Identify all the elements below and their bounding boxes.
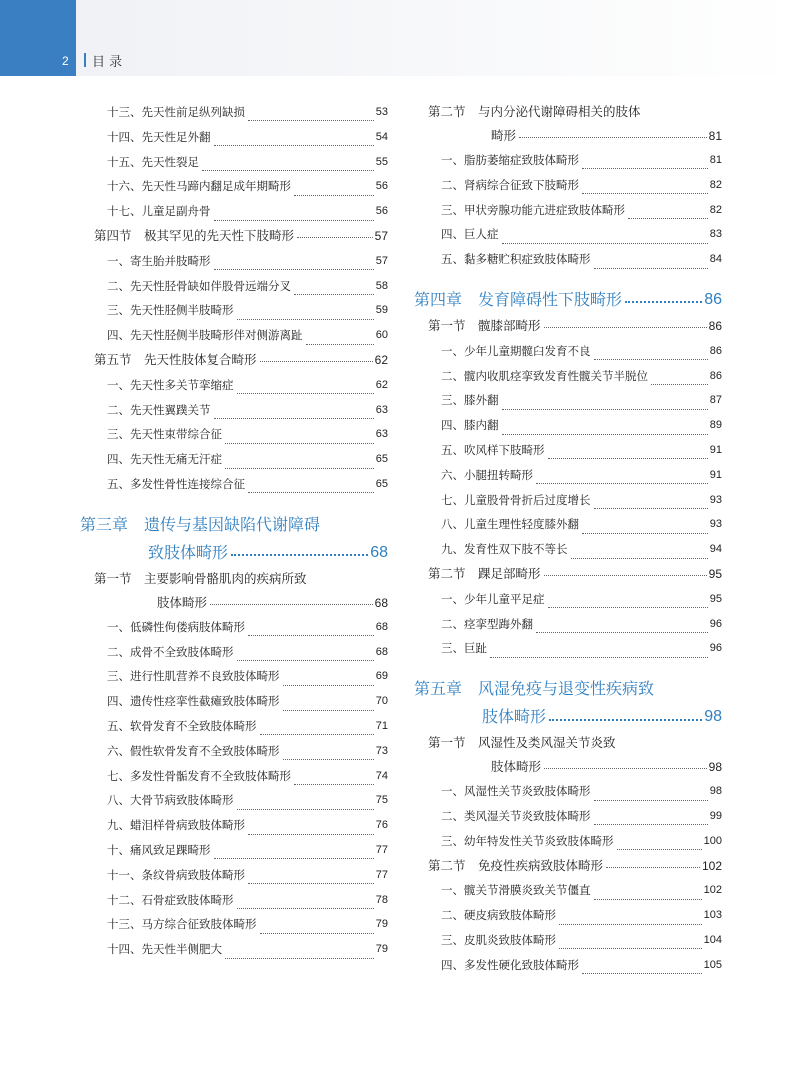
entry-label: 一、低磷性佝偻病肢体畸形 xyxy=(107,619,245,634)
entry-label: 十三、马方综合征致肢体畸形 xyxy=(107,917,257,932)
leader-dots xyxy=(582,533,708,534)
toc-section-continuation[interactable] xyxy=(80,591,388,615)
section-page: 57 xyxy=(374,228,388,243)
entry-page: 62 xyxy=(375,378,388,391)
leader-dots xyxy=(225,958,374,959)
toc-entry[interactable] xyxy=(414,928,722,953)
entry-page: 69 xyxy=(375,670,388,683)
chapter-label: 第三章 遗传与基因缺陷代谢障碍 xyxy=(80,514,321,534)
page-number: 2 xyxy=(62,54,69,68)
leader-dots xyxy=(237,393,374,394)
toc-section[interactable] xyxy=(414,562,722,587)
toc-entry[interactable] xyxy=(80,472,388,497)
entry-label: 二、先天性翼蹼关节 xyxy=(107,402,211,417)
toc-left-column xyxy=(80,100,388,962)
toc-section-title[interactable] xyxy=(414,731,722,755)
entry-page: 57 xyxy=(375,254,388,267)
toc-entry[interactable] xyxy=(414,413,722,438)
toc-entry[interactable] xyxy=(414,364,722,389)
section-page: 68 xyxy=(374,595,388,610)
leader-dots xyxy=(594,899,702,900)
toc-entry[interactable] xyxy=(80,373,388,398)
leader-dots xyxy=(294,784,374,785)
leader-dots xyxy=(536,632,708,633)
entry-page: 95 xyxy=(709,592,722,605)
section-label: 第二节 踝足部畸形 xyxy=(428,565,541,581)
toc-entry[interactable] xyxy=(80,422,388,447)
entry-page: 87 xyxy=(709,394,722,407)
entry-page: 54 xyxy=(375,130,388,143)
entry-page: 91 xyxy=(709,443,722,456)
leader-dots xyxy=(651,384,708,385)
toc-entry[interactable] xyxy=(80,813,388,838)
entry-label: 三、进行性肌营养不良致肢体畸形 xyxy=(107,669,280,684)
section-page: 95 xyxy=(708,566,722,581)
leader-dots xyxy=(559,924,702,925)
entry-page: 105 xyxy=(703,958,722,971)
leader-dots xyxy=(231,554,368,556)
toc-entry[interactable] xyxy=(80,937,388,962)
toc-entry[interactable] xyxy=(414,148,722,173)
chapter-page: 68 xyxy=(370,543,388,561)
toc-chapter-title[interactable] xyxy=(80,511,388,539)
leader-dots xyxy=(237,319,374,320)
toc-entry[interactable] xyxy=(80,764,388,789)
entry-label: 十六、先天性马蹄内翻足成年期畸形 xyxy=(107,179,291,194)
entry-page: 56 xyxy=(375,205,388,218)
toc-entry[interactable] xyxy=(80,100,388,125)
entry-label: 十五、先天性裂足 xyxy=(107,154,199,169)
entry-page: 68 xyxy=(375,645,388,658)
entry-label: 十、痛风致足踝畸形 xyxy=(107,842,211,857)
entry-page: 79 xyxy=(375,943,388,956)
leader-dots xyxy=(248,120,374,121)
toc-entry[interactable] xyxy=(80,912,388,937)
entry-page: 86 xyxy=(709,344,722,357)
entry-page: 100 xyxy=(703,834,722,847)
entry-page: 73 xyxy=(375,744,388,757)
entry-label: 一、少年儿童期髋臼发育不良 xyxy=(441,343,591,358)
entry-label: 四、膝内翻 xyxy=(441,418,499,433)
toc-entry[interactable] xyxy=(414,804,722,829)
entry-page: 71 xyxy=(375,719,388,732)
entry-label: 三、幼年特发性关节炎致肢体畸形 xyxy=(441,833,614,848)
toc-entry[interactable] xyxy=(414,636,722,661)
chapter-label-cont: 肢体畸形 xyxy=(482,707,547,727)
leader-dots xyxy=(294,195,374,196)
entry-label: 二、硬皮病致肢体畸形 xyxy=(441,908,556,923)
entry-page: 74 xyxy=(375,769,388,782)
entry-label: 九、蜡泪样骨病致肢体畸形 xyxy=(107,818,245,833)
toc-chapter-title[interactable] xyxy=(414,675,722,703)
entry-page: 82 xyxy=(709,178,722,191)
entry-page: 75 xyxy=(375,794,388,807)
entry-label: 九、发育性双下肢不等长 xyxy=(441,542,568,557)
leader-dots xyxy=(594,268,708,269)
entry-label: 二、类风湿关节炎致肢体畸形 xyxy=(441,808,591,823)
leader-dots xyxy=(283,759,374,760)
entry-page: 86 xyxy=(709,369,722,382)
toc-entry[interactable] xyxy=(414,339,722,364)
toc-entry[interactable] xyxy=(414,438,722,463)
toc-section-title[interactable] xyxy=(414,100,722,124)
chapter-label-cont: 致肢体畸形 xyxy=(148,542,229,562)
entry-label: 十二、石骨症致肢体畸形 xyxy=(107,892,234,907)
leader-dots xyxy=(559,948,702,949)
toc-entry[interactable] xyxy=(414,247,722,272)
leader-dots xyxy=(214,418,374,419)
toc-entry[interactable] xyxy=(80,298,388,323)
entry-label: 一、风湿性关节炎致肢体畸形 xyxy=(441,784,591,799)
entry-page: 81 xyxy=(709,154,722,166)
toc-section[interactable] xyxy=(414,314,722,339)
entry-page: 77 xyxy=(375,843,388,856)
toc-entry[interactable] xyxy=(80,689,388,714)
leader-dots xyxy=(594,824,708,825)
toc-entry[interactable] xyxy=(80,274,388,299)
entry-page: 65 xyxy=(375,477,388,490)
leader-dots xyxy=(490,657,708,658)
leader-dots xyxy=(237,660,374,661)
leader-dots xyxy=(283,710,374,711)
entry-label: 七、儿童股骨骨折后过度增长 xyxy=(441,492,591,507)
section-label: 第一节 风湿性及类风湿关节炎致 xyxy=(428,735,616,751)
entry-page: 89 xyxy=(709,419,722,432)
entry-page: 65 xyxy=(375,453,388,466)
section-label: 第二节 与内分泌代谢障碍相关的肢体 xyxy=(428,104,641,119)
leader-dots xyxy=(519,137,707,138)
entry-label: 五、吹风样下肢畸形 xyxy=(441,442,545,457)
leader-dots xyxy=(248,883,374,884)
chapter-page: 86 xyxy=(704,290,722,308)
toc-chapter-continuation[interactable] xyxy=(80,539,388,567)
leader-dots xyxy=(606,867,700,868)
section-label-cont: 畸形 xyxy=(491,128,517,143)
leader-dots xyxy=(617,849,702,850)
leader-dots xyxy=(214,858,374,859)
toc-entry[interactable] xyxy=(414,198,722,223)
toc-entry[interactable] xyxy=(414,537,722,562)
entry-page: 63 xyxy=(375,403,388,416)
leader-dots xyxy=(248,492,374,493)
entry-page: 104 xyxy=(703,933,722,946)
toc-entry[interactable] xyxy=(80,664,388,689)
entry-label: 七、多发性骨骺发育不全致肢体畸形 xyxy=(107,768,291,783)
toc-right-column xyxy=(414,100,722,978)
entry-page: 55 xyxy=(375,155,388,168)
entry-page: 93 xyxy=(709,493,722,506)
entry-page: 60 xyxy=(375,329,388,342)
entry-label: 二、肾病综合征致下肢畸形 xyxy=(441,177,579,192)
entry-label: 十一、条纹骨病致肢体畸形 xyxy=(107,867,245,882)
entry-page: 102 xyxy=(703,884,722,897)
leader-dots xyxy=(260,734,374,735)
leader-dots xyxy=(297,237,373,238)
entry-page: 58 xyxy=(375,279,388,292)
toc-entry[interactable] xyxy=(80,640,388,665)
leader-dots xyxy=(549,719,702,721)
entry-page: 93 xyxy=(709,518,722,531)
entry-page: 82 xyxy=(709,203,722,216)
leader-dots xyxy=(594,359,708,360)
toc-entry[interactable] xyxy=(414,953,722,978)
leader-dots xyxy=(210,604,373,605)
toc-entry[interactable] xyxy=(80,174,388,199)
page-header xyxy=(0,0,800,76)
toc-entry[interactable] xyxy=(414,587,722,612)
leader-dots xyxy=(225,443,374,444)
entry-page: 99 xyxy=(709,809,722,822)
entry-label: 六、假性软骨发育不全致肢体畸形 xyxy=(107,743,280,758)
section-page: 102 xyxy=(701,858,722,873)
entry-label: 四、先天性无痛无汗症 xyxy=(107,452,222,467)
toc-entry[interactable] xyxy=(414,222,722,247)
leader-dots xyxy=(548,607,708,608)
chapter-label: 第五章 风湿免疫与退变性疾病致 xyxy=(414,679,655,699)
toc-entry[interactable] xyxy=(80,788,388,813)
entry-label: 十四、先天性半侧肥大 xyxy=(107,942,222,957)
entry-page: 83 xyxy=(709,228,722,241)
leader-dots xyxy=(294,294,374,295)
toc-entry[interactable] xyxy=(80,150,388,175)
toc-section[interactable] xyxy=(80,224,388,249)
toc-entry[interactable] xyxy=(414,463,722,488)
entry-label: 六、小腿扭转畸形 xyxy=(441,467,533,482)
toc-entry[interactable] xyxy=(414,512,722,537)
leader-dots xyxy=(548,458,708,459)
toc-chapter-continuation[interactable] xyxy=(414,703,722,731)
toc-section-title[interactable] xyxy=(80,567,388,591)
header-divider xyxy=(84,53,86,67)
entry-label: 五、黏多糖贮积症致肢体畸形 xyxy=(441,252,591,267)
entry-label: 三、巨趾 xyxy=(441,641,487,656)
leader-dots xyxy=(306,344,374,345)
entry-page: 76 xyxy=(375,819,388,832)
toc-entry[interactable] xyxy=(414,829,722,854)
chapter-page: 98 xyxy=(704,708,722,726)
toc-entry[interactable] xyxy=(414,388,722,413)
entry-label: 三、甲状旁腺功能亢进症致肢体畸形 xyxy=(441,202,625,217)
toc-entry[interactable] xyxy=(414,173,722,198)
leader-dots xyxy=(214,269,374,270)
toc-entry[interactable] xyxy=(80,398,388,423)
leader-dots xyxy=(214,220,374,221)
entry-page: 78 xyxy=(375,893,388,906)
leader-dots xyxy=(544,768,707,769)
toc-entry[interactable] xyxy=(414,878,722,903)
leader-dots xyxy=(536,483,708,484)
entry-label: 三、先天性束带综合征 xyxy=(107,427,222,442)
toc-entry[interactable] xyxy=(80,125,388,150)
entry-page: 68 xyxy=(375,620,388,633)
section-page: 62 xyxy=(374,352,388,367)
entry-label: 十七、儿童足副舟骨 xyxy=(107,204,211,219)
leader-dots xyxy=(594,800,708,801)
leader-dots xyxy=(202,170,374,171)
entry-page: 94 xyxy=(709,543,722,556)
entry-page: 96 xyxy=(709,642,722,655)
leader-dots xyxy=(582,168,708,169)
entry-label: 二、先天性胫骨缺如伴股骨远端分叉 xyxy=(107,278,291,293)
entry-label: 五、多发性骨性连接综合征 xyxy=(107,476,245,491)
leader-dots xyxy=(283,685,374,686)
section-label: 第四节 极其罕见的先天性下肢畸形 xyxy=(94,227,295,243)
leader-dots xyxy=(571,558,708,559)
leader-dots xyxy=(502,434,708,435)
toc-chapter[interactable] xyxy=(414,286,722,314)
leader-dots xyxy=(260,933,374,934)
section-page: 98 xyxy=(708,760,722,775)
leader-dots xyxy=(237,908,374,909)
leader-dots xyxy=(544,327,707,328)
toc-entry[interactable] xyxy=(80,615,388,640)
leader-dots xyxy=(225,468,374,469)
entry-label: 一、脂肪萎缩症致肢体畸形 xyxy=(441,153,579,167)
entry-label: 四、巨人症 xyxy=(441,227,499,242)
leader-dots xyxy=(248,635,374,636)
toc-entry[interactable] xyxy=(80,714,388,739)
entry-label: 十四、先天性足外翻 xyxy=(107,129,211,144)
section-label: 第二节 免疫性疾病致肢体畸形 xyxy=(428,857,604,873)
toc-entry[interactable] xyxy=(80,447,388,472)
leader-dots xyxy=(582,193,708,194)
entry-label: 一、少年儿童平足症 xyxy=(441,591,545,606)
toc-entry[interactable] xyxy=(80,888,388,913)
leader-dots xyxy=(248,834,374,835)
toc-entry[interactable] xyxy=(414,488,722,513)
toc-entry[interactable] xyxy=(414,612,722,637)
entry-page: 63 xyxy=(375,428,388,441)
toc-entry[interactable] xyxy=(80,323,388,348)
leader-dots xyxy=(582,973,702,974)
entry-label: 一、先天性多关节挛缩症 xyxy=(107,377,234,392)
toc-section-continuation[interactable] xyxy=(414,124,722,148)
entry-label: 四、多发性硬化致肢体畸形 xyxy=(441,957,579,972)
entry-page: 70 xyxy=(375,695,388,708)
leader-dots xyxy=(628,218,708,219)
entry-label: 四、遗传性痉挛性截瘫致肢体畸形 xyxy=(107,694,280,709)
entry-page: 96 xyxy=(709,617,722,630)
entry-label: 二、痉挛型踇外翻 xyxy=(441,616,533,631)
toc-entry[interactable] xyxy=(80,249,388,274)
entry-page: 79 xyxy=(375,918,388,931)
toc-section-continuation[interactable] xyxy=(414,755,722,779)
leader-dots xyxy=(625,301,702,303)
entry-label: 三、先天性胫侧半肢畸形 xyxy=(107,303,234,318)
entry-label: 三、皮肌炎致肢体畸形 xyxy=(441,932,556,947)
leader-dots xyxy=(502,243,708,244)
entry-page: 59 xyxy=(375,304,388,317)
entry-label: 三、膝外翻 xyxy=(441,393,499,408)
toc-entry[interactable] xyxy=(414,779,722,804)
toc-entry[interactable] xyxy=(414,903,722,928)
entry-label: 十三、先天性前足纵列缺损 xyxy=(107,105,245,119)
toc-entry[interactable] xyxy=(80,199,388,224)
leader-dots xyxy=(260,361,373,362)
entry-page: 91 xyxy=(709,468,722,481)
section-label-cont: 肢体畸形 xyxy=(157,594,208,610)
section-label: 第五节 先天性肢体复合畸形 xyxy=(94,351,257,367)
entry-label: 八、儿童生理性轻度膝外翻 xyxy=(441,517,579,532)
entry-label: 四、先天性胫侧半肢畸形伴对侧游离趾 xyxy=(107,328,303,343)
leader-dots xyxy=(237,809,374,810)
leader-dots xyxy=(594,508,708,509)
entry-label: 八、大骨节病致肢体畸形 xyxy=(107,793,234,808)
entry-page: 84 xyxy=(709,253,722,266)
leader-dots xyxy=(502,409,708,410)
toc-section[interactable] xyxy=(80,348,388,373)
leader-dots xyxy=(214,145,374,146)
entry-page: 103 xyxy=(703,909,722,922)
entry-label: 五、软骨发育不全致肢体畸形 xyxy=(107,718,257,733)
section-label: 第一节 髋膝部畸形 xyxy=(428,317,541,333)
section-label: 第一节 主要影响骨骼肌肉的疾病所致 xyxy=(94,570,307,586)
entry-label: 一、髋关节滑膜炎致关节僵直 xyxy=(441,883,591,898)
section-page: 86 xyxy=(708,318,722,333)
chapter-label: 第四章 发育障碍性下肢畸形 xyxy=(414,289,623,309)
entry-label: 二、成骨不全致肢体畸形 xyxy=(107,644,234,659)
entry-label: 二、髋内收肌痉挛致发育性髋关节半脱位 xyxy=(441,368,648,383)
leader-dots xyxy=(544,575,707,576)
entry-page: 98 xyxy=(709,785,722,798)
entry-page: 53 xyxy=(375,106,388,118)
entry-page: 77 xyxy=(375,868,388,881)
toc-entry[interactable] xyxy=(80,863,388,888)
section-label-cont: 肢体畸形 xyxy=(491,759,542,775)
entry-label: 一、寄生胎并肢畸形 xyxy=(107,253,211,268)
section-page: 81 xyxy=(708,129,722,143)
entry-page: 56 xyxy=(375,180,388,193)
toc-entry[interactable] xyxy=(80,739,388,764)
toc-entry[interactable] xyxy=(80,838,388,863)
header-title: 目 录 xyxy=(92,55,123,70)
toc-section[interactable] xyxy=(414,854,722,879)
